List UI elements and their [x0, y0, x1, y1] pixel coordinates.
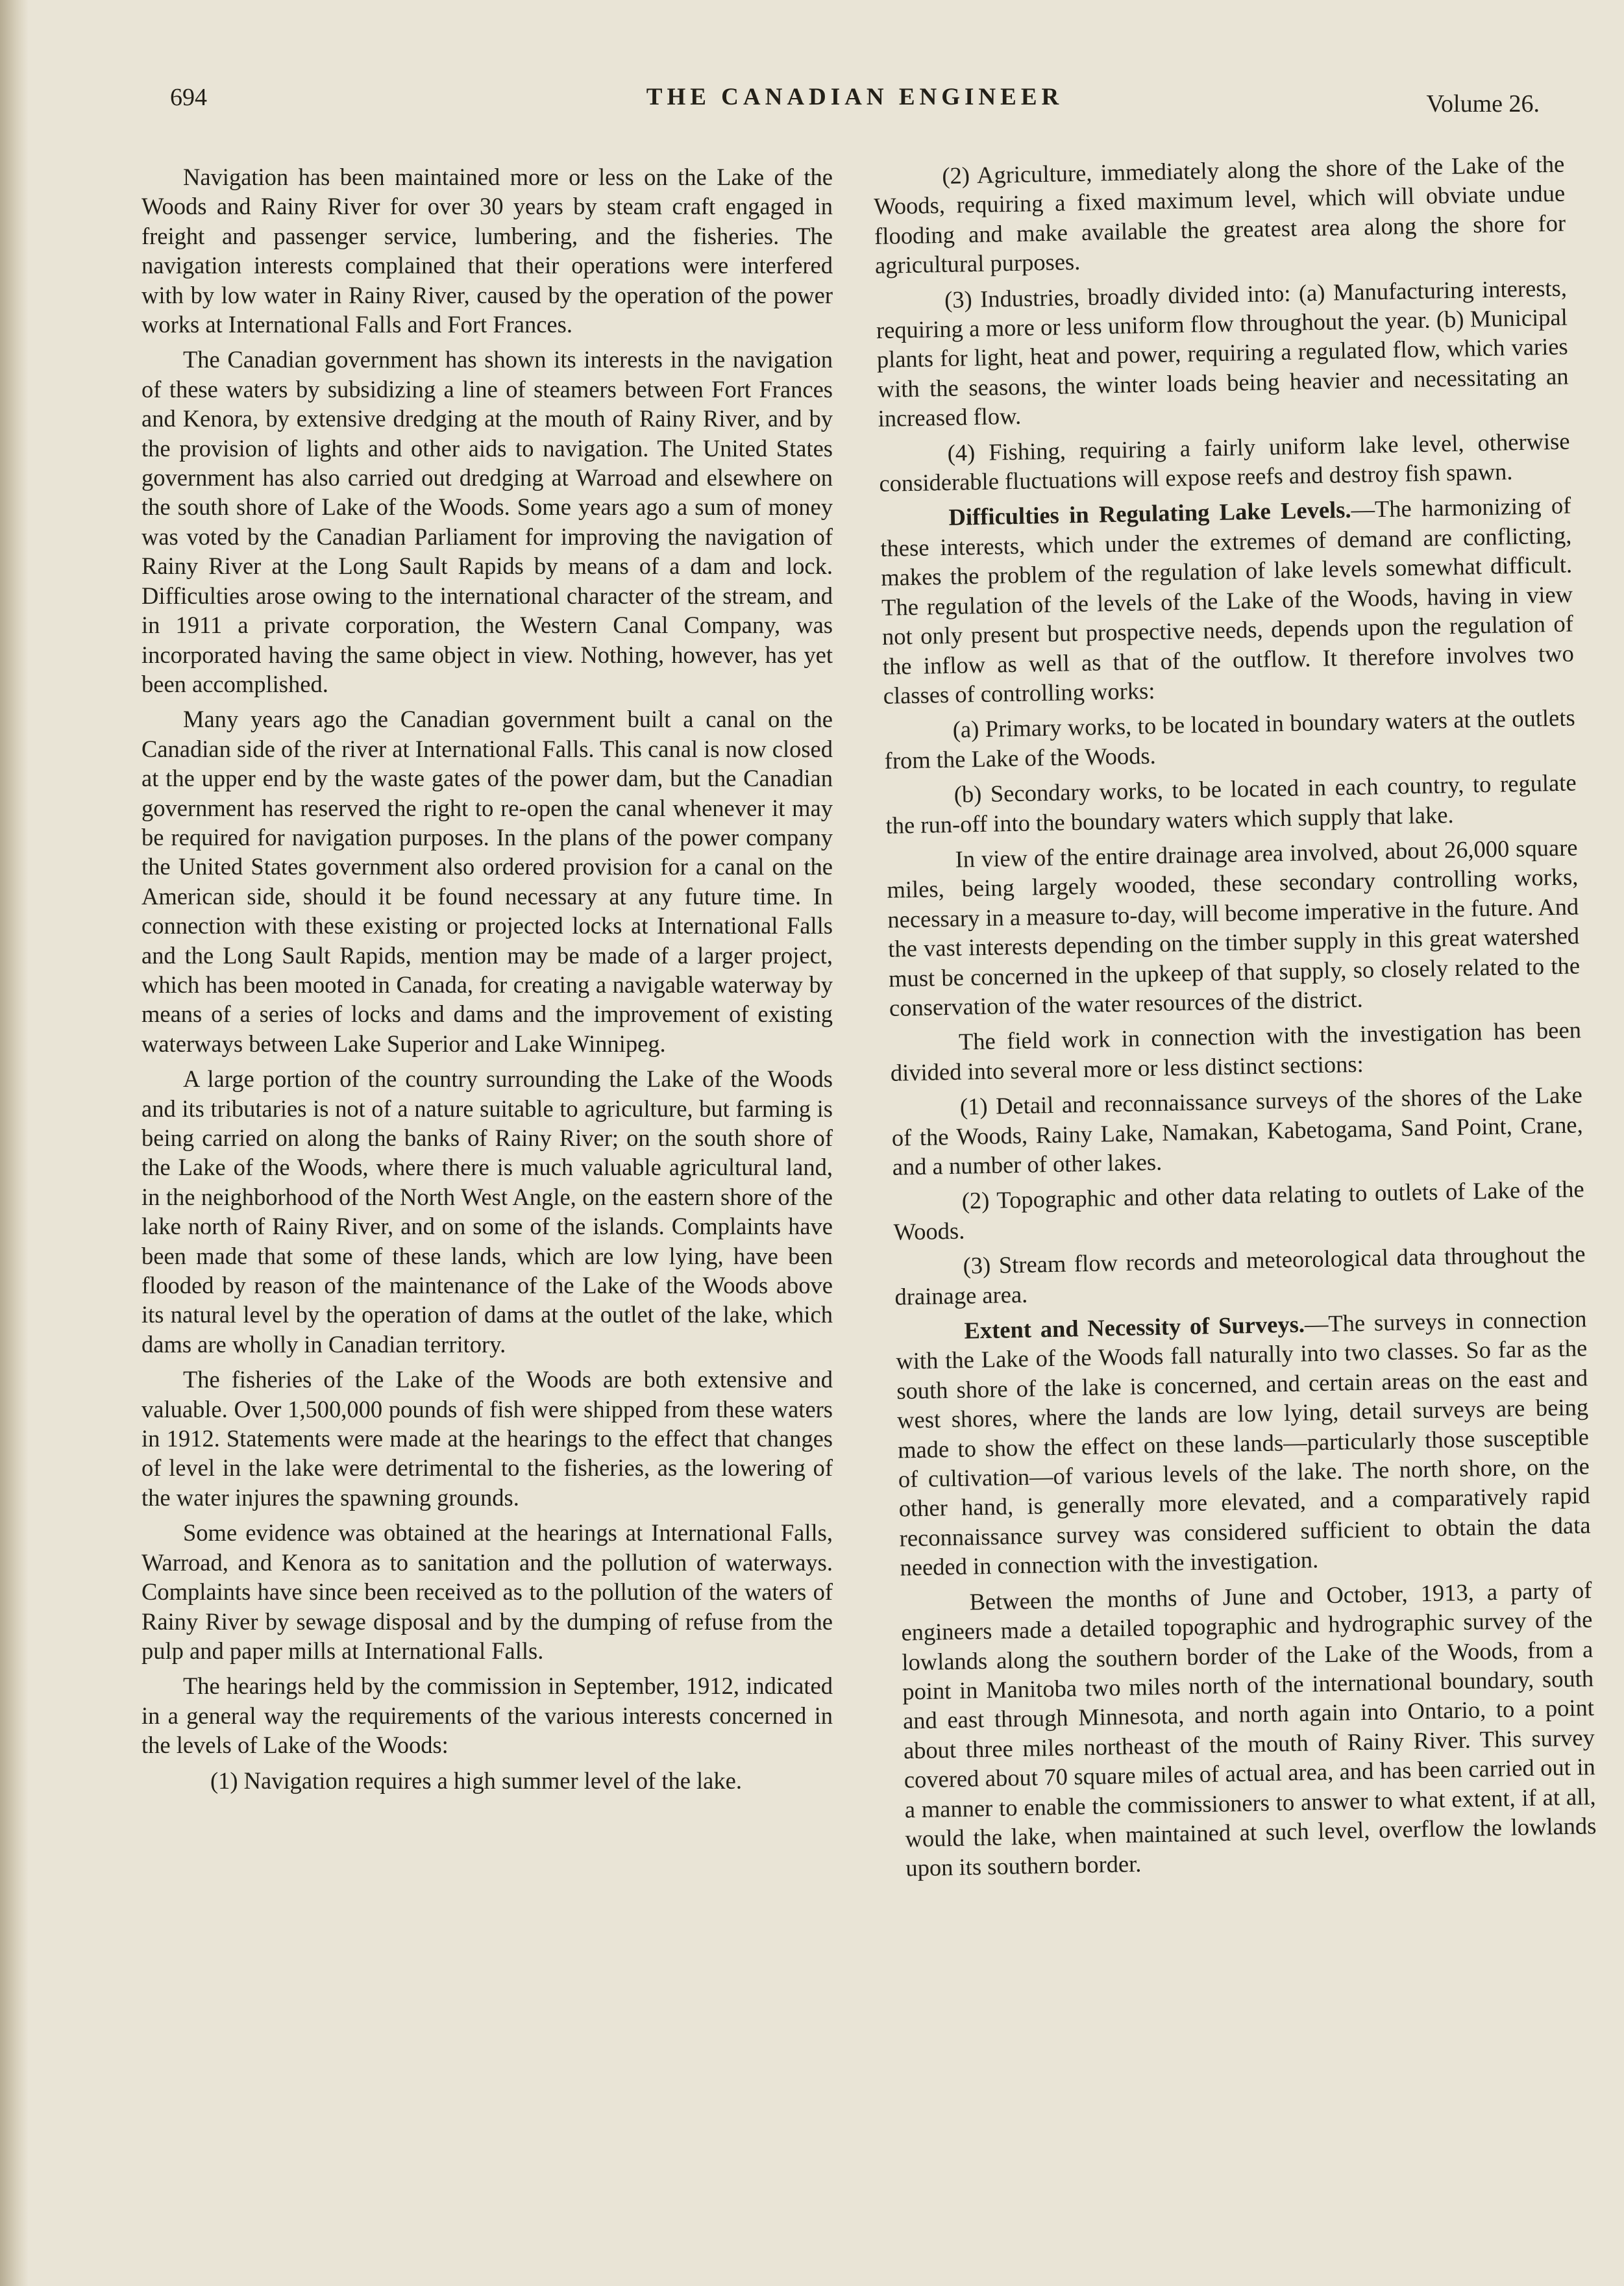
page-binding-shadow	[0, 0, 29, 2286]
paragraph: The field work in connection with the investigation has been divided into several more or less distinct sections:	[890, 1016, 1582, 1086]
requirement-item: (1) Navigation requires a high summer level of the lake.	[210, 1767, 742, 1794]
works-item: (b) Secondary works, to be located in each country, to regulate the run-off into the boundary waters which supply that lake.	[885, 769, 1577, 839]
section-text: —The harmonizing of these interests, which under the extremes of demand are conflicting, makes the problem of the regulation of lake levels somewhat difficult. The regulation of the levels of the Lake of the Woods, having in view not only present but prospective needs, depends upon the regulation of the inflow as well as that of the outflow. It therefore involves two classes of controlling works:	[880, 491, 1575, 709]
works-item: (a) Primary works, to be located in boundary waters at the outlets from the Lake of the Woods.	[884, 704, 1576, 774]
paragraph: Navigation has been maintained more or less on the Lake of the Woods and Rainy River for over 30 years by steam craft engaged in freight and passenger service, lumbering, and the fisheries. The navigation interests complained that their operations were interfered with by low water in Rainy River, caused by the operation of the power works at International Falls and Fort Frances.	[141, 164, 833, 338]
journal-title: THE CANADIAN ENGINEER	[646, 84, 1064, 110]
fieldwork-item: (3) Stream flow records and meteorological data throughout the drainage area.	[894, 1240, 1586, 1310]
section-paragraph-regulating	[880, 491, 1575, 710]
section-heading: Difficulties in Regulating Lake Levels.	[948, 496, 1351, 531]
right-column	[873, 149, 1597, 1889]
page-header	[170, 83, 1540, 129]
paragraph: Between the months of June and October, 1913, a party of engineers made a detailed topographic and hydrographic survey of the lowlands along the southern border of the Lake of the Woods, from a point in Manitoba two miles north of the international boundary, south and east through Minnesota, and north again into Ontario, to a point about three miles northeast of the mouth of Rainy River. This survey covered about 70 square miles of actual area, and has been carried out in a manner to enable the commissioners to answer to what extent, if at all, would the lake, when maintained at such level, overflow the lowlands upon its southern border.	[901, 1576, 1597, 1882]
paragraph: Some evidence was obtained at the hearings at International Falls, Warroad, and Kenora as to sanitation and the pollution of waterways. Complaints have since been received as to the pollution of the waters of Rainy River by sewage disposal and by the dumping of refuse from the pulp and paper mills at International Falls.	[141, 1519, 833, 1664]
section-heading: Extent and Necessity of Surveys.	[964, 1310, 1305, 1344]
paragraph: The hearings held by the commission in September, 1912, indicated in a general way the requirements of the various interests concerned in the levels of Lake of the Woods:	[141, 1672, 833, 1759]
left-column	[141, 162, 833, 1801]
section-text: —The surveys in connection with the Lake of the Woods fall naturally into two classes. So far as the south shore of the lake is concerned, and certain areas on the east and west shores, where the lands are low lying, detail surveys are being made to show the effect on these lands—particularly those susceptible of cultivation—of various levels of the lake. The north shore, on the other hand, is generally more elevated, and a comparatively rapid reconnaissance survey was considered sufficient to obtain the data needed in connection with the investigation.	[896, 1305, 1591, 1581]
paragraph: A large portion of the country surrounding the Lake of the Woods and its tributaries is not of a nature suitable to agriculture, but farming is being carried on along the banks of Rainy River; on the south shore of the Lake of the Woods, where there is much valuable agricultural land, in the neighborhood of the North West Angle, on the eastern shore of the lake north of Rainy River, and on some of the islands. Complaints have been made that some of these lands, which are low lying, have been flooded by reason of the maintenance of the Lake of the Woods above its natural level by the operation of dams at the outlet of the lake, which dams are wholly in Canadian territory.	[141, 1065, 833, 1358]
requirement-item: (4) Fishing, requiring a fairly uniform lake level, otherwise considerable fluctuations will expose reefs and destroy fish spawn.	[879, 427, 1570, 497]
volume-label: Volume 26.	[1426, 90, 1540, 118]
paragraph: The fisheries of the Lake of the Woods are both extensive and valuable. Over 1,500,000 pounds of fish were shipped from these waters in 1912. Statements were made at the hearings to the effect that changes of level in the lake were detrimental to the fisheries, as the lowering of the water injures the spawning grounds.	[141, 1366, 833, 1511]
requirement-item: (3) Industries, broadly divided into: (a) Manufacturing interests, requiring a more or less uniform flow throughout the year. (b) Municipal plants for light, heat and power, requiring a regulated flow, which varies with the seasons, the winter loads being heavier and necessitating an increased flow.	[876, 274, 1569, 432]
fieldwork-item: (2) Topographic and other data relating to outlets of Lake of the Woods.	[893, 1175, 1584, 1245]
section-paragraph-surveys	[895, 1304, 1592, 1582]
page-number: 694	[170, 84, 207, 111]
paragraph: In view of the entire drainage area involved, about 26,000 square miles, being largely wooded, these secondary controlling works, necessary in a measure to-day, will become imperative in the future. And the vast interests depending on the timber supply in this great watershed must be concerned in the upkeep of that supply, so closely related to the conservation of the water resources of the district.	[887, 834, 1581, 1021]
fieldwork-item: (1) Detail and reconnaissance surveys of the shores of the Lake of the Woods, Rainy Lake, Namakan, Kabetogama, Sand Point, Crane, and a number of other lakes.	[891, 1081, 1584, 1180]
paragraph: The Canadian government has shown its interests in the navigation of these waters by subsidizing a line of steamers between Fort Frances and Kenora, by extensive dredging at the mouth of Rainy River, and by the provision of lights and other aids to navigation. The United States government has also carried out dredging at Warroad and elsewhere on the south shore of Lake of the Woods. Some years ago a sum of money was voted by the Canadian Parliament for improving the navigation of Rainy River at the Long Sault Rapids by means of a dam and lock. Difficulties arose owing to the international character of the stream, and in 1911 a private corporation, the Western Canal Company, was incorporated having the same object in view. Nothing, however, has yet been accomplished.	[141, 346, 833, 697]
requirement-item: (2) Agriculture, immediately along the shore of the Lake of the Woods, requiring a fixed maximum level, which will obviate undue flooding and make available the greatest area along the shore for agricultural purposes.	[873, 150, 1566, 279]
paragraph: Many years ago the Canadian government built a canal on the Canadian side of the river at International Falls. This canal is now closed at the upper end by the waste gates of the power dam, but the Canadian government has reserved the right to re-open the canal whenever it may be required for navigation purposes. In the plans of the power company the United States government also ordered provision for a canal on the American side, should it be found necessary at any future time. In connection with these existing or projected locks at International Falls and the Long Sault Rapids, mention may be made of a larger project, which has been mooted in Canada, for creating a navigable waterway by means of a series of locks and dams and the improvement of existing waterways between Lake Superior and Lake Winnipeg.	[141, 706, 833, 1057]
